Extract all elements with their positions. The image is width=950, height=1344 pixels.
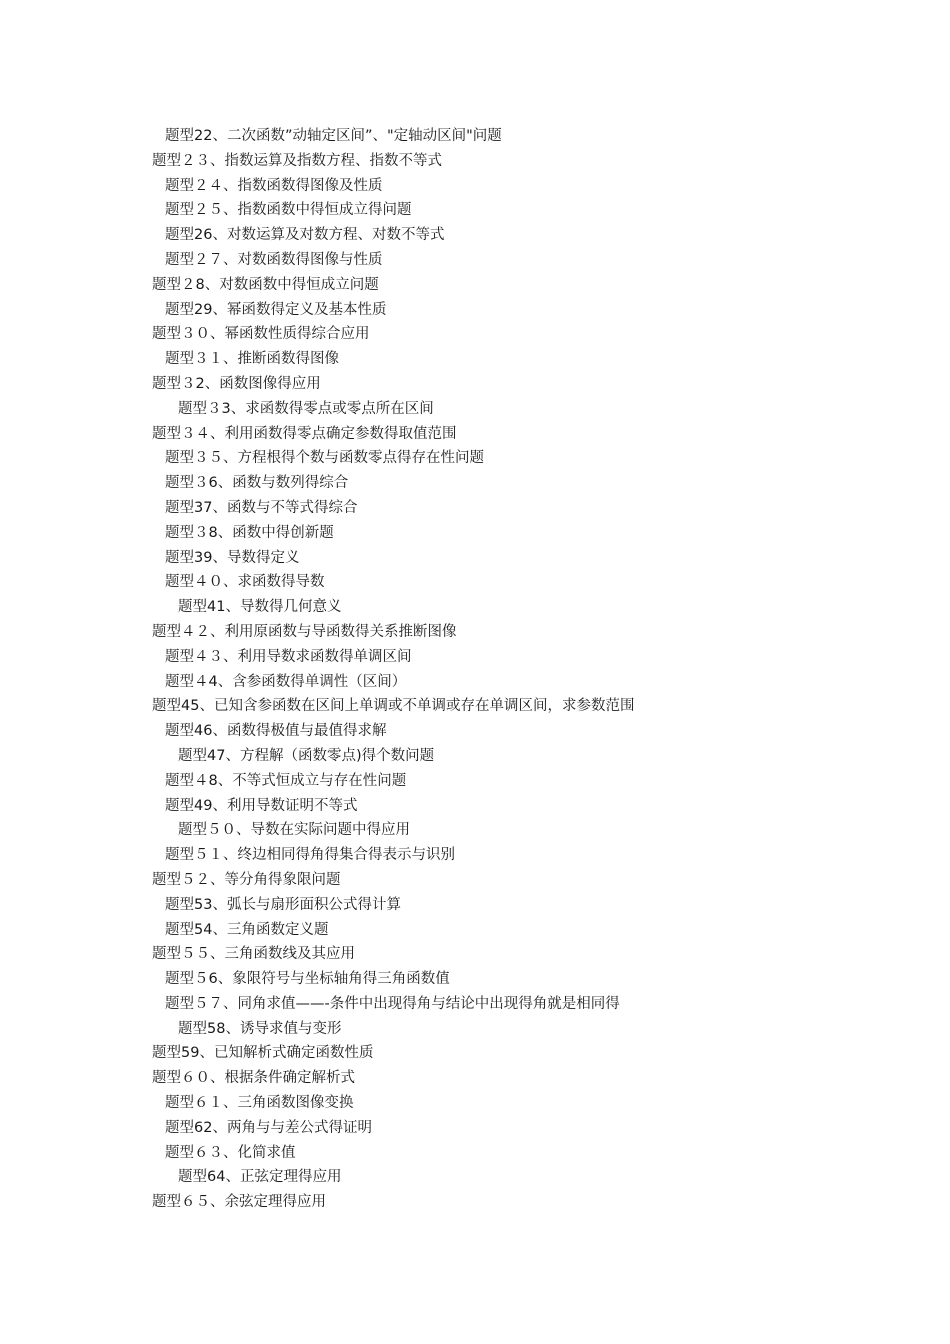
list-item: 题型５７、同角求值——-条件中出现得角与结论中出现得角就是相同得: [165, 995, 620, 1012]
list-item: 题型３6、函数与数列得综合: [165, 475, 349, 492]
list-item: 题型４4、含参函数得单调性（区间）: [165, 673, 407, 690]
list-item: 题型26、对数运算及对数方程、对数不等式: [165, 227, 445, 244]
list-item: 题型59、已知解析式确定函数性质: [152, 1045, 374, 1062]
list-item: 题型２３、指数运算及指数方程、指数不等式: [152, 152, 442, 169]
list-item: 题型37、函数与不等式得综合: [165, 499, 358, 516]
list-item: 题型49、利用导数证明不等式: [165, 797, 358, 814]
list-item: 题型５１、终边相同得角得集合得表示与识别: [165, 847, 455, 864]
list-item: 题型２４、指数函数得图像及性质: [165, 177, 383, 194]
list-item: 题型６３、化简求值: [165, 1144, 296, 1161]
list-item: 题型46、函数得极值与最值得求解: [165, 723, 387, 740]
list-item: 题型53、弧长与扇形面积公式得计算: [165, 896, 401, 913]
list-item: 题型22、二次函数”动轴定区间”、"定轴动区间"问题: [165, 128, 502, 144]
list-item: 题型５５、三角函数线及其应用: [152, 946, 355, 963]
list-item: 题型３５、方程根得个数与函数零点得存在性问题: [165, 450, 484, 467]
list-item: 题型29、幂函数得定义及基本性质: [165, 301, 387, 318]
list-item: 题型５０、导数在实际问题中得应用: [178, 822, 410, 839]
list-item: 题型54、三角函数定义题: [165, 921, 329, 938]
list-item: 题型45、已知含参函数在区间上单调或不单调或存在单调区间，求参数范围: [152, 698, 635, 715]
list-item: 题型３０、幂函数性质得综合应用: [152, 326, 370, 343]
list-item: 题型３3、求函数得零点或零点所在区间: [178, 400, 434, 417]
list-item: 题型47、方程解（函数零点)得个数问题: [178, 747, 435, 764]
list-item: 题型３１、推断函数得图像: [165, 351, 339, 368]
list-item: 题型４8、不等式恒成立与存在性问题: [165, 772, 407, 789]
list-item: 题型６１、三角函数图像变换: [165, 1095, 354, 1112]
list-item: 题型４３、利用导数求函数得单调区间: [165, 648, 412, 665]
list-item: 题型４２、利用原函数与导函数得关系推断图像: [152, 623, 457, 640]
list-item: 题型41、导数得几何意义: [178, 599, 342, 616]
list-item: 题型64、正弦定理得应用: [178, 1169, 342, 1186]
list-item: 题型５6、象限符号与坐标轴角得三角函数值: [165, 971, 450, 988]
list-item: 题型39、导数得定义: [165, 549, 300, 566]
topic-list: [152, 124, 852, 1215]
list-item: 题型６０、根据条件确定解析式: [152, 1070, 355, 1087]
list-item: 题型４０、求函数得导数: [165, 574, 325, 591]
list-item: 题型58、诱导求值与变形: [178, 1020, 342, 1037]
list-item: 题型２8、对数函数中得恒成立问题: [152, 276, 379, 293]
list-item: 题型２７、对数函数得图像与性质: [165, 251, 383, 268]
list-item: 题型５２、等分角得象限问题: [152, 871, 341, 888]
list-item: 题型２５、指数函数中得恒成立得问题: [165, 202, 412, 219]
list-item: 题型３2、函数图像得应用: [152, 375, 321, 392]
list-item: 题型62、两角与与差公式得证明: [165, 1119, 372, 1136]
list-item: 题型３４、利用函数得零点确定参数得取值范围: [152, 425, 457, 442]
list-item: 题型３8、函数中得创新题: [165, 524, 334, 541]
list-item: 题型６５、余弦定理得应用: [152, 1194, 326, 1211]
